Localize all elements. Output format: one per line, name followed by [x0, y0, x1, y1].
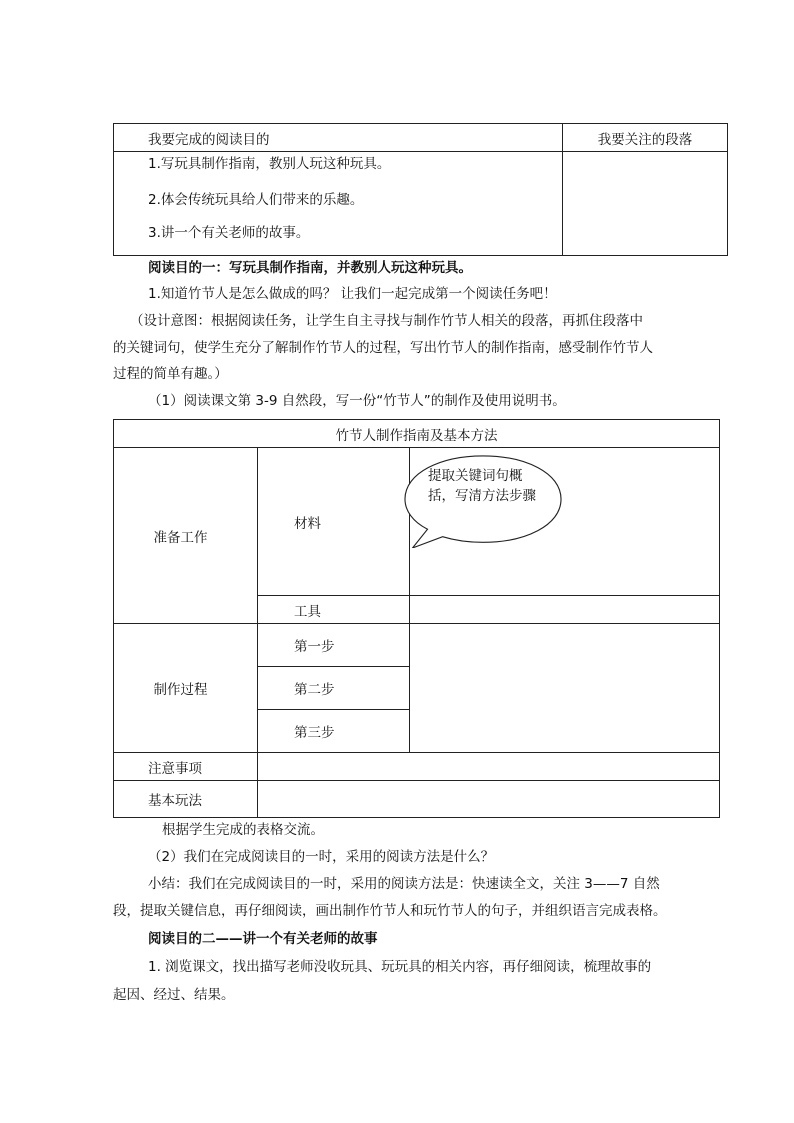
section1-heading: 阅读目的一：写玩具制作指南，并教别人玩这种玩具。: [148, 260, 472, 276]
process-cell: [410, 624, 720, 753]
process-label: 制作过程: [114, 624, 258, 753]
goals-header-right: 我要关注的段落: [563, 124, 728, 152]
materials-label: 材料: [258, 448, 410, 596]
goals-table: [113, 123, 728, 256]
notes-label: 注意事项: [114, 753, 258, 781]
summary-line: 段，提取关键信息，再仔细阅读，画出制作竹节人和玩竹节人的句子，并组织语言完成表格。: [113, 903, 667, 919]
design-intent-line: 过程的简单有趣。）: [113, 366, 228, 382]
goal-item: 3.讲一个有关老师的故事。: [148, 225, 310, 241]
goals-header-left: 我要完成的阅读目的: [114, 124, 563, 152]
browse-line: 1. 浏览课文，找出描写老师没收玩具、玩玩具的相关内容，再仔细阅读，梳理故事的: [148, 959, 652, 975]
goal-item: 2.体会传统玩具给人们带来的乐趣。: [148, 192, 364, 208]
play-label: 基本玩法: [114, 781, 258, 818]
goals-list-cell: [114, 152, 563, 256]
summary-line: 小结：我们在完成阅读目的一时，采用的阅读方法是：快速读全文，关注 3——7 自然: [148, 876, 660, 892]
question-1: 1.知道竹节人是怎么做成的吗？ 让我们一起完成第一个阅读任务吧！: [148, 286, 557, 302]
tools-label: 工具: [258, 596, 410, 624]
prep-label: 准备工作: [114, 448, 258, 624]
goal-item: 1.写玩具制作指南，教别人玩这种玩具。: [148, 156, 391, 172]
bubble-text: 提取关键词句概括，写清方法步骤: [428, 468, 536, 504]
step-label: 第一步: [258, 624, 410, 667]
paragraphs-cell: [563, 152, 728, 256]
design-intent-line: （设计意图：根据阅读任务，让学生自主寻找与制作竹节人相关的段落，再抓住段落中: [130, 313, 643, 329]
browse-line: 起因、经过、结果。: [113, 987, 235, 1003]
section2-heading: 阅读目的二——讲一个有关老师的故事: [148, 931, 378, 947]
guide-title: 竹节人制作指南及基本方法: [114, 420, 720, 448]
notes-cell: [258, 753, 720, 781]
play-cell: [258, 781, 720, 818]
tools-cell: [410, 596, 720, 624]
task-1: （1）阅读课文第 3-9 自然段，写一份“竹节人”的制作及使用说明书。: [148, 393, 566, 409]
step-label: 第二步: [258, 667, 410, 710]
question-2: （2）我们在完成阅读目的一时，采用的阅读方法是什么？: [148, 849, 495, 865]
design-intent-line: 的关键词句，使学生充分了解制作竹节人的过程，写出竹节人的制作指南，感受制作竹节人: [113, 340, 653, 356]
exchange-text: 根据学生完成的表格交流。: [162, 822, 324, 838]
step-label: 第三步: [258, 710, 410, 753]
